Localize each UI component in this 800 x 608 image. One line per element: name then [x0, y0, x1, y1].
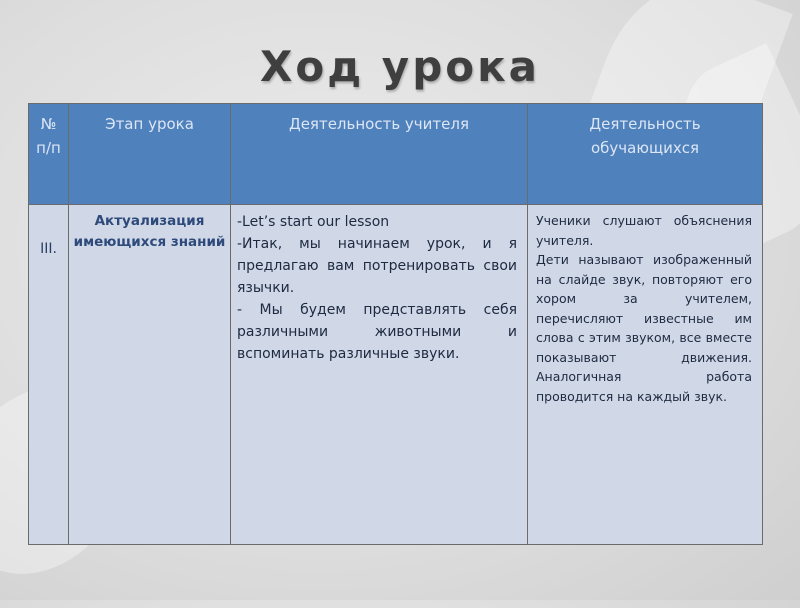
lesson-table — [28, 103, 763, 545]
row-number: III. — [29, 205, 69, 545]
header-stage: Этап урока — [69, 104, 231, 205]
student-line: Ученики слушают объяснения учителя. — [536, 213, 752, 248]
teacher-line: - Мы будем представлять себя различными животными и вспоминать различные звуки. — [237, 302, 517, 362]
table-row — [29, 205, 763, 545]
student-line: Дети называют изображенный на слайде звук, повторяют его хором за учителем, перечисляют известные им слова с этим звуком, все вместе показывают движения. Аналогичная работа проводится на каждый звук. — [536, 252, 752, 404]
header-number: № п/п — [29, 104, 69, 205]
header-teacher-activity: Деятельность учителя — [231, 104, 528, 205]
teacher-line: -Let’s start our lesson — [237, 214, 390, 230]
row-student-activity — [528, 205, 763, 545]
header-student-activity: Деятельность обучающихся — [528, 104, 763, 205]
row-teacher-activity — [231, 205, 528, 545]
table-header-row — [29, 104, 763, 205]
row-stage: Актуализация имеющихся знаний — [69, 205, 231, 545]
slide-title: Ход урока — [260, 42, 540, 91]
teacher-line: -Итак, мы начинаем урок, и я предлагаю вам потренировать свои язычки. — [237, 236, 517, 296]
